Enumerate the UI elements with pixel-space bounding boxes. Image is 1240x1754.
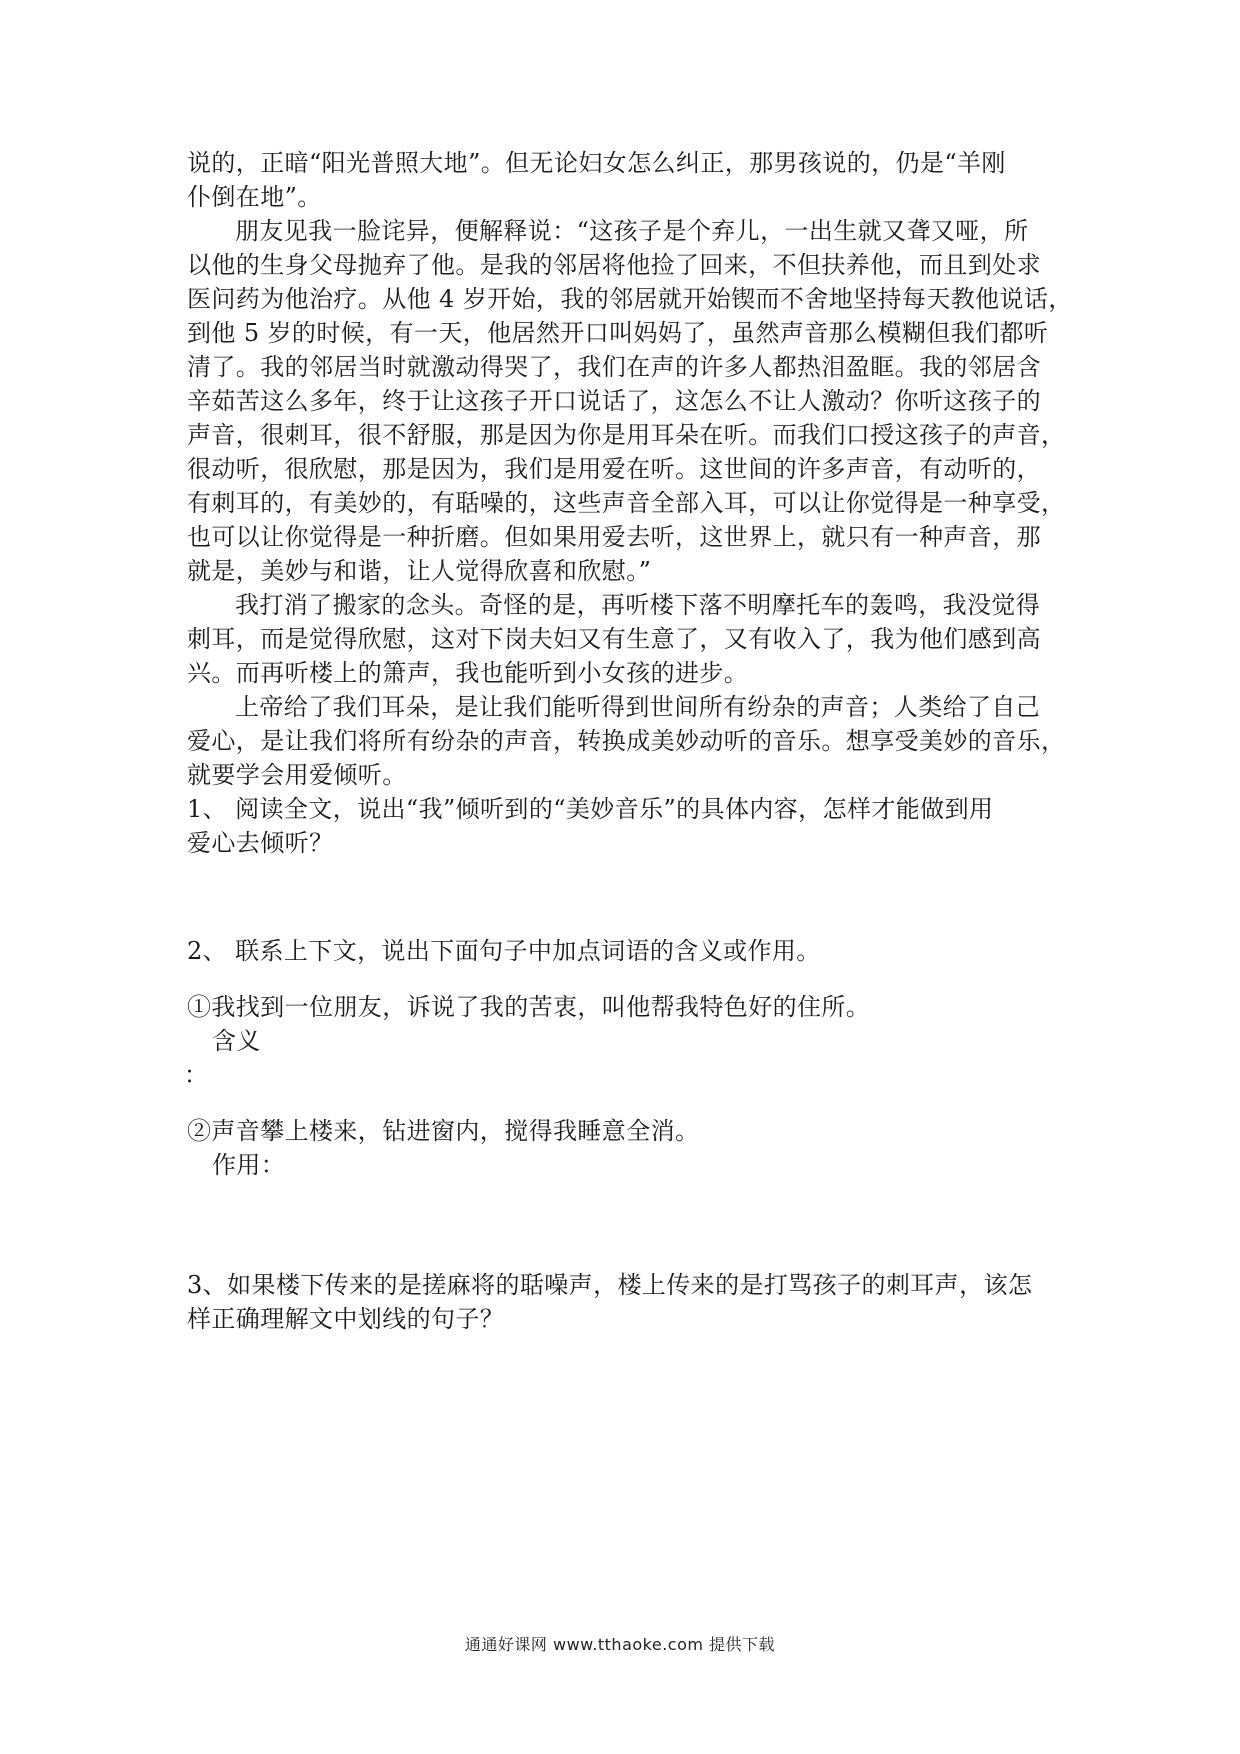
passage-line: 上帝给了我们耳朵，是让我们能听得到世间所有纷杂的声音；人类给了自己 [235, 693, 1041, 721]
passage-line: 就是，美妙与和谐，让人觉得欣喜和欣慰。” [187, 557, 652, 585]
passage-line: 有刺耳的，有美妙的，有聒噪的，这些声音全部入耳，可以让你觉得是一种享受， [187, 489, 1066, 517]
passage-line: 兴。而再听楼上的箫声，我也能听到小女孩的进步。 [187, 659, 749, 687]
answer-label-function: 作用： [212, 1151, 286, 1179]
question-3-continued: 样正确理解文中划线的句子？ [187, 1305, 505, 1333]
answer-label-meaning: 含义 [212, 1027, 261, 1055]
passage-line: 就要学会用爱倾听。 [187, 761, 407, 789]
passage-line: 朋友见我一脸诧异，便解释说：“这孩子是个弃儿，一出生就又聋又哑，所 [235, 217, 1029, 245]
passage-line: 到他 5 岁的时候，有一天，他居然开口叫妈妈了，虽然声音那么模糊但我们都听 [187, 319, 1049, 347]
question-2: 2、 联系上下文，说出下面句子中加点词语的含义或作用。 [187, 937, 821, 965]
passage-line: 说的，正暗“阳光普照大地”。但无论妇女怎么纠正，那男孩说的，仍是“羊刚 [187, 149, 1006, 177]
passage-line: 也可以让你觉得是一种折磨。但如果用爱去听，这世界上，就只有一种声音，那 [187, 523, 1041, 551]
page-footer: 通通好课网 www.tthaoke.com 提供下载 [464, 1635, 776, 1654]
passage-line: 刺耳，而是觉得欣慰，这对下岗夫妇又有生意了，又有收入了，我为他们感到高 [187, 625, 1041, 653]
document-body [184, 146, 1073, 1336]
question-3: 3、如果楼下传来的是搓麻将的聒噪声，楼上传来的是打骂孩子的刺耳声，该怎 [187, 1271, 1033, 1299]
question-2-item-1: ①我找到一位朋友，诉说了我的苦衷，叫他帮我特色好的住所。 [187, 993, 871, 1021]
passage-line: 我打消了搬家的念头。奇怪的是，再听楼下落不明摩托车的轰鸣，我没觉得 [235, 591, 1041, 619]
question-2-item-2: ②声音攀上楼来，钻进窗内，搅得我睡意全消。 [187, 1117, 700, 1145]
passage-line: 仆倒在地”。 [187, 183, 322, 211]
passage-line: 爱心，是让我们将所有纷杂的声音，转换成美妙动听的音乐。想享受美妙的音乐， [187, 727, 1066, 755]
passage-line: 以他的生身父母抛弃了他。是我的邻居将他捡了回来，不但扶养他，而且到处求 [187, 251, 1041, 279]
answer-colon: ： [184, 1061, 208, 1089]
passage-line: 医问药为他治疗。从他 4 岁开始，我的邻居就开始锲而不舍地坚持每天教他说话， [187, 285, 1073, 313]
passage-line: 辛茹苦这么多年，终于让这孩子开口说话了，这怎么不让人激动？你听这孩子的 [187, 387, 1041, 415]
passage-line: 清了。我的邻居当时就激动得哭了，我们在声的许多人都热泪盈眶。我的邻居含 [187, 353, 1041, 381]
passage-line: 很动听，很欣慰，那是因为，我们是用爱在听。这世间的许多声音，有动听的， [187, 455, 1041, 483]
passage-line: 声音，很刺耳，很不舒服，那是因为你是用耳朵在听。而我们口授这孩子的声音， [187, 421, 1066, 449]
question-1: 1、 阅读全文，说出“我”倾听到的“美妙音乐”的具体内容，怎样才能做到用 [187, 795, 994, 823]
question-1-continued: 爱心去倾听？ [187, 829, 334, 857]
